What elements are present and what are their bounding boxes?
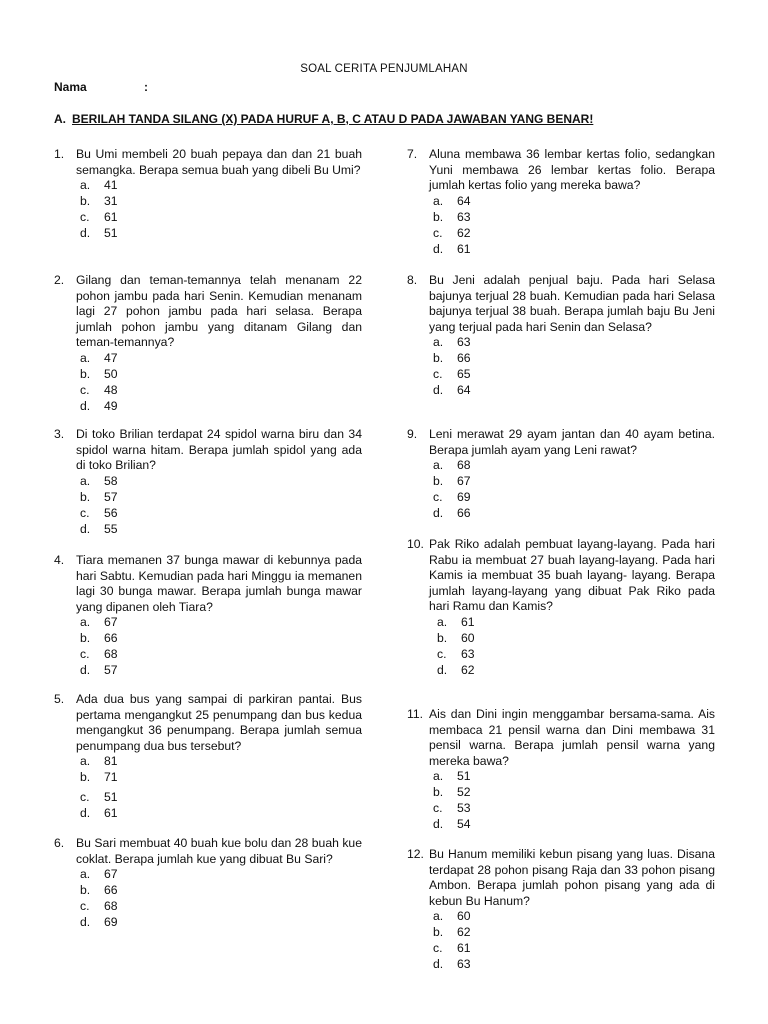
option-value: 62 [457, 225, 471, 240]
option-letter: a. [80, 615, 91, 629]
question-number: 6. [54, 836, 65, 850]
answer-option [431, 925, 717, 941]
question-text: Bu Jeni adalah penjual baju. Pada hari Selasa bajunya terjual 28 buah. Kemudian pada hari Selasa bajunya terjual 38 buah. Berapa jumlah baju Bu Jeni yang terjual pada hari Senin dan Selasa? [429, 273, 715, 334]
answer-option [431, 474, 717, 490]
answer-option [431, 909, 717, 925]
option-value: 57 [104, 663, 118, 677]
question-number: 12. [407, 847, 424, 861]
answer-option [78, 790, 364, 806]
option-letter: c. [80, 647, 90, 661]
answer-option [78, 351, 364, 367]
question-4 [54, 553, 364, 679]
option-letter: d. [433, 383, 444, 397]
option-letter: a. [433, 193, 444, 208]
option-value: 61 [104, 210, 118, 224]
option-value: 61 [457, 941, 471, 955]
option-letter: c. [80, 382, 90, 397]
answer-option [435, 663, 717, 679]
question-text: Di toko Brilian terdapat 24 spidol warna biru dan 34 spidol warna hitam. Berapa jumlah spidol yang ada di toko Brilian? [76, 427, 362, 472]
answer-options [431, 335, 717, 399]
answer-options [431, 769, 717, 833]
answer-options [431, 194, 717, 258]
option-value: 61 [457, 241, 471, 256]
answer-option [78, 178, 364, 194]
answer-option [78, 474, 364, 490]
question-12 [407, 847, 717, 973]
question-7 [407, 147, 717, 258]
option-value: 65 [457, 367, 471, 381]
question-text: Leni merawat 29 ayam jantan dan 40 ayam betina. Berapa jumlah ayam yang Leni rawat? [429, 427, 715, 457]
option-letter: d. [80, 663, 91, 677]
section-letter: A. [54, 112, 66, 126]
option-value: 58 [104, 473, 118, 488]
option-letter: c. [433, 367, 443, 381]
answer-option [78, 647, 364, 663]
answer-option [78, 383, 364, 399]
option-letter: d. [437, 662, 448, 677]
question-5 [54, 692, 364, 822]
answer-option [435, 631, 717, 647]
answer-options [78, 178, 364, 242]
answer-options [78, 867, 364, 931]
option-letter: a. [433, 909, 444, 923]
question-11 [407, 707, 717, 833]
question-text: Bu Hanum memiliki kebun pisang yang luas. Disana terdapat 28 pohon pisang Raja dan 33 pohon pisang Ambon. Berapa jumlah pohon pisang yang ada di kebun Bu Hanum? [429, 847, 715, 908]
answer-option [431, 194, 717, 210]
option-letter: d. [80, 521, 91, 536]
option-value: 81 [104, 754, 118, 768]
option-letter: b. [80, 883, 91, 897]
question-number: 8. [407, 273, 418, 287]
option-value: 63 [461, 646, 475, 661]
option-letter: b. [433, 209, 444, 224]
answer-option [78, 210, 364, 226]
answer-option [78, 883, 364, 899]
option-letter: b. [80, 770, 91, 784]
option-value: 60 [461, 630, 475, 645]
option-value: 49 [104, 398, 118, 413]
option-value: 61 [104, 806, 118, 820]
question-text: Ais dan Dini ingin menggambar bersama-sama. Ais membaca 21 pensil warna dan Dini membawa 31 pensil warna. Berapa jumlah pensil warna yang mereka bawa? [429, 707, 715, 768]
option-value: 31 [104, 194, 118, 208]
option-value: 51 [104, 226, 118, 240]
option-value: 56 [104, 505, 118, 520]
answer-option [431, 801, 717, 817]
option-value: 67 [104, 867, 118, 881]
option-letter: c. [433, 225, 443, 240]
option-value: 66 [457, 351, 471, 365]
question-text: Bu Sari membuat 40 buah kue bolu dan 28 buah kue coklat. Berapa jumlah kue yang dibuat Bu Sari? [76, 836, 362, 866]
option-letter: a. [80, 178, 91, 192]
option-value: 63 [457, 209, 471, 224]
document-title: SOAL CERITA PENJUMLAHAN [300, 63, 468, 75]
option-letter: a. [80, 754, 91, 768]
instruction-text: BERILAH TANDA SILANG (X) PADA HURUF A, B, C ATAU D PADA JAWABAN YANG BENAR! [72, 112, 594, 126]
question-text: Pak Riko adalah pembuat layang-layang. Pada hari Rabu ia membuat 27 buah layang-layang. Pada hari Kamis ia membuat 35 buah layang- layang. Berapa jumlah layang-layang yang dibuat Pak Riko pada hari Ramu dan Kamis? [429, 537, 715, 613]
answer-options [78, 474, 364, 538]
option-value: 55 [104, 521, 118, 536]
option-value: 62 [461, 662, 475, 677]
option-letter: c. [437, 646, 447, 661]
option-letter: c. [433, 490, 443, 504]
answer-option [78, 522, 364, 538]
answer-option [431, 351, 717, 367]
answer-option [431, 769, 717, 785]
question-2 [54, 273, 364, 415]
option-value: 62 [457, 925, 471, 939]
option-letter: a. [80, 473, 91, 488]
option-value: 67 [457, 474, 471, 488]
answer-option [431, 506, 717, 522]
option-letter: b. [80, 194, 91, 208]
answer-option [431, 785, 717, 801]
option-value: 64 [457, 193, 471, 208]
option-value: 68 [104, 647, 118, 661]
option-letter: a. [80, 867, 91, 881]
answer-option [431, 458, 717, 474]
option-value: 66 [457, 506, 471, 520]
answer-options [431, 458, 717, 522]
option-letter: b. [433, 474, 444, 488]
option-letter: b. [433, 785, 444, 799]
option-letter: b. [433, 351, 444, 365]
option-value: 63 [457, 335, 471, 349]
answer-option [431, 957, 717, 973]
answer-option [431, 335, 717, 351]
answer-option [431, 226, 717, 242]
question-number: 2. [54, 273, 65, 287]
question-number: 10. [407, 537, 424, 551]
answer-option [78, 663, 364, 679]
answer-option [431, 242, 717, 258]
option-value: 41 [104, 178, 118, 192]
option-letter: d. [80, 226, 91, 240]
question-10 [407, 537, 717, 679]
question-number: 11. [407, 707, 424, 721]
option-letter: b. [80, 366, 91, 381]
question-number: 7. [407, 147, 418, 161]
option-value: 52 [457, 785, 471, 799]
option-value: 61 [461, 614, 475, 629]
option-value: 67 [104, 615, 118, 629]
option-letter: c. [433, 801, 443, 815]
option-value: 63 [457, 957, 471, 971]
option-letter: c. [433, 941, 443, 955]
option-letter: a. [433, 458, 444, 472]
answer-option [431, 210, 717, 226]
option-value: 69 [104, 915, 118, 929]
option-letter: d. [80, 398, 91, 413]
option-value: 69 [457, 490, 471, 504]
answer-option [78, 806, 364, 822]
option-letter: d. [80, 806, 91, 820]
answer-option [78, 615, 364, 631]
answer-option [431, 490, 717, 506]
option-letter: b. [433, 925, 444, 939]
answer-options [431, 909, 717, 973]
option-value: 68 [457, 458, 471, 472]
question-text: Gilang dan teman-temannya telah menanam 22 pohon jambu pada hari Senin. Kemudian menanam lagi 27 pohon jambu pada hari selasa. Berapa jumlah pohon jambu yang ditanam Gilang dan teman-temannya? [76, 273, 362, 349]
option-value: 71 [104, 770, 118, 784]
option-letter: a. [80, 350, 91, 365]
option-value: 54 [457, 817, 471, 831]
option-value: 47 [104, 350, 118, 365]
question-number: 3. [54, 427, 65, 441]
answer-option [431, 383, 717, 399]
answer-option [78, 194, 364, 210]
question-8 [407, 273, 717, 399]
answer-option [78, 915, 364, 931]
answer-option [431, 817, 717, 833]
option-value: 51 [104, 790, 118, 804]
option-letter: b. [80, 631, 91, 645]
question-text: Ada dua bus yang sampai di parkiran pantai. Bus pertama mengangkut 25 penumpang dan bus kedua mengangkut 36 penumpang. Berapa jumlah semua penumpang dua bus tersebut? [76, 692, 362, 753]
question-6 [54, 836, 364, 931]
answer-option [78, 490, 364, 506]
question-1 [54, 147, 364, 242]
answer-option [78, 399, 364, 415]
answer-options [78, 351, 364, 415]
answer-option [78, 899, 364, 915]
answer-option [431, 367, 717, 383]
answer-option [78, 506, 364, 522]
name-colon: : [144, 80, 148, 94]
answer-option [78, 367, 364, 383]
option-letter: d. [433, 506, 444, 520]
answer-option [78, 226, 364, 242]
option-value: 57 [104, 489, 118, 504]
answer-option [431, 941, 717, 957]
answer-option [78, 631, 364, 647]
name-label: Nama [54, 80, 87, 94]
question-text: Bu Umi membeli 20 buah pepaya dan dan 21 buah semangka. Berapa semua buah yang dibeli Bu Umi? [76, 147, 362, 177]
question-number: 5. [54, 692, 65, 706]
name-field-label [54, 80, 148, 96]
option-letter: a. [433, 769, 444, 783]
option-value: 66 [104, 631, 118, 645]
answer-options [435, 615, 717, 679]
question-3 [54, 427, 364, 538]
answer-option [78, 754, 364, 770]
answer-options [78, 754, 364, 822]
option-letter: d. [433, 817, 444, 831]
option-letter: c. [80, 790, 90, 804]
answer-options [78, 615, 364, 679]
option-letter: c. [80, 505, 90, 520]
section-instruction [54, 112, 593, 128]
option-value: 66 [104, 883, 118, 897]
option-value: 50 [104, 366, 118, 381]
option-letter: b. [437, 630, 448, 645]
question-text: Tiara memanen 37 bunga mawar di kebunnya pada hari Sabtu. Kemudian pada hari Minggu ia memanen lagi 30 bunga mawar. Berapa jumlah bunga mawar yang dipanen oleh Tiara? [76, 553, 362, 614]
option-value: 60 [457, 909, 471, 923]
option-letter: c. [80, 899, 90, 913]
question-number: 4. [54, 553, 65, 567]
option-letter: b. [80, 489, 91, 504]
answer-option [435, 615, 717, 631]
option-letter: d. [433, 957, 444, 971]
option-value: 68 [104, 899, 118, 913]
option-letter: a. [437, 614, 448, 629]
option-letter: d. [80, 915, 91, 929]
question-number: 9. [407, 427, 418, 441]
option-value: 53 [457, 801, 471, 815]
answer-option [78, 867, 364, 883]
question-text: Aluna membawa 36 lembar kertas folio, sedangkan Yuni membawa 26 lembar kertas folio. Berapa jumlah kertas folio yang mereka bawa? [429, 147, 715, 192]
question-9 [407, 427, 717, 522]
answer-option [435, 647, 717, 663]
option-value: 64 [457, 383, 471, 397]
answer-option [78, 770, 364, 786]
option-letter: c. [80, 210, 90, 224]
question-number: 1. [54, 147, 65, 161]
option-value: 51 [457, 769, 471, 783]
option-letter: d. [433, 241, 444, 256]
option-letter: a. [433, 335, 444, 349]
option-value: 48 [104, 382, 118, 397]
